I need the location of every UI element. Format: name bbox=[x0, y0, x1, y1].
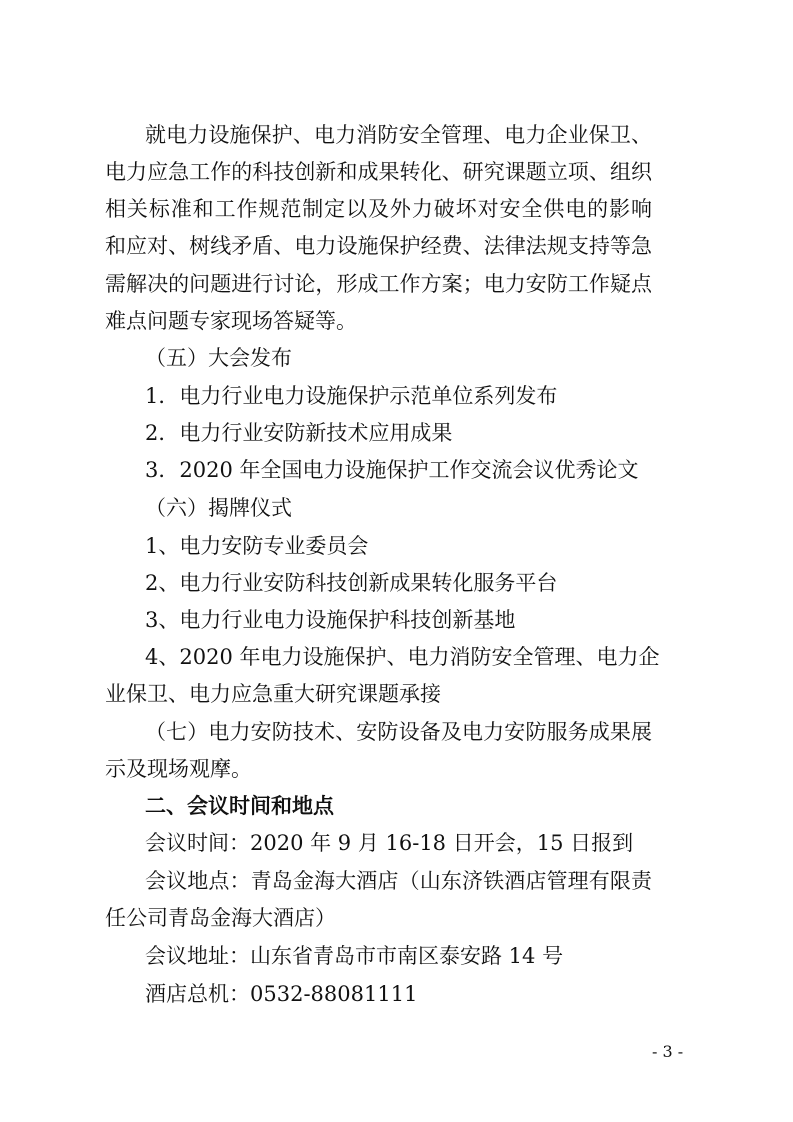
paragraph-line: 和应对、树线矛盾、电力设施保护经费、法律法规支持等急 bbox=[105, 234, 652, 258]
list-item: 3．2020 年全国电力设施保护工作交流会议优秀论文 bbox=[145, 458, 639, 482]
subsection-heading: （五）大会发布 bbox=[145, 346, 292, 370]
list-item: 2．电力行业安防新技术应用成果 bbox=[145, 421, 453, 445]
list-item: 3、电力行业电力设施保护科技创新基地 bbox=[145, 608, 516, 632]
list-item: 4、2020 年电力设施保护、电力消防安全管理、电力企 bbox=[145, 645, 660, 669]
paragraph-line: 相关标准和工作规范制定以及外力破坏对安全供电的影响 bbox=[105, 197, 652, 221]
meeting-time: 会议时间：2020 年 9 月 16-18 日开会，15 日报到 bbox=[145, 831, 634, 855]
paragraph-line: 难点问题专家现场答疑等。 bbox=[105, 309, 357, 333]
list-item-continuation: 业保卫、电力应急重大研究课题承接 bbox=[105, 682, 441, 706]
paragraph-line: 电力应急工作的科技创新和成果转化、研究课题立项、组织 bbox=[105, 160, 652, 184]
meeting-venue-continuation: 任公司青岛金海大酒店） bbox=[105, 906, 336, 930]
hotel-phone: 酒店总机：0532-88081111 bbox=[145, 982, 418, 1006]
section-title: 二、会议时间和地点 bbox=[145, 793, 334, 818]
paragraph-line: 需解决的问题进行讨论，形成工作方案；电力安防工作疑点 bbox=[105, 272, 652, 296]
meeting-venue: 会议地点：青岛金海大酒店（山东济铁酒店管理有限责 bbox=[145, 869, 652, 893]
subsection-heading: （六）揭牌仪式 bbox=[145, 496, 292, 520]
paragraph-line: 示及现场观摩。 bbox=[105, 757, 252, 781]
paragraph-line: 就电力设施保护、电力消防安全管理、电力企业保卫、 bbox=[145, 123, 652, 147]
meeting-address: 会议地址：山东省青岛市市南区泰安路 14 号 bbox=[145, 944, 564, 968]
list-item: 1．电力行业电力设施保护示范单位系列发布 bbox=[145, 384, 558, 408]
page-number: - 3 - bbox=[652, 1042, 684, 1061]
list-item: 2、电力行业安防科技创新成果转化服务平台 bbox=[145, 571, 558, 595]
subsection-heading: （七）电力安防技术、安防设备及电力安防服务成果展 bbox=[145, 720, 652, 744]
list-item: 1、电力安防专业委员会 bbox=[145, 534, 369, 558]
